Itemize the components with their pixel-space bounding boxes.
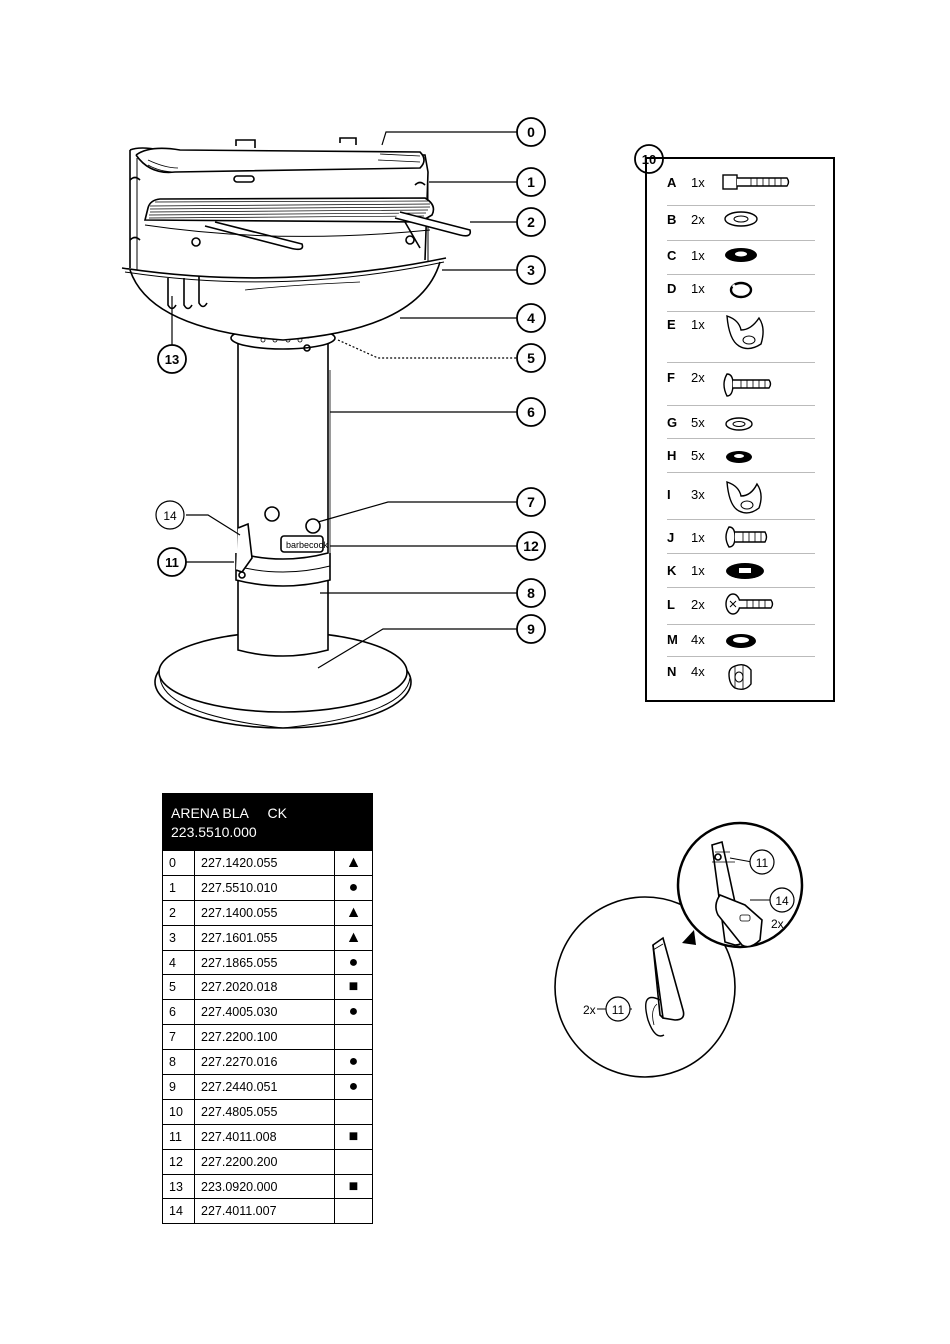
hardware-row-k <box>667 555 817 585</box>
callout-7 <box>517 488 545 516</box>
table-row <box>163 875 372 900</box>
svg-text:0: 0 <box>527 124 535 140</box>
part-symbol: ■ <box>348 1177 359 1195</box>
part-code: 227.2270.016 <box>195 1050 335 1074</box>
table-row <box>163 1099 372 1124</box>
hardware-qty: 1x <box>691 562 705 578</box>
callout-3 <box>517 256 545 284</box>
svg-text:4: 4 <box>527 310 535 326</box>
part-symbol: ▲ <box>345 853 362 871</box>
table-row <box>163 1074 372 1099</box>
hardware-qty: 5x <box>691 414 705 430</box>
table-row <box>163 950 372 975</box>
part-position: 11 <box>163 1125 195 1149</box>
part-position: 0 <box>163 851 195 875</box>
table-row <box>163 925 372 950</box>
part-position: 6 <box>163 1000 195 1024</box>
part-position: 3 <box>163 926 195 950</box>
hardware-letter: I <box>667 486 671 502</box>
long-bolt-icon <box>721 169 791 195</box>
callout-12 <box>517 532 545 560</box>
hardware-row-l <box>667 589 817 619</box>
hardware-row-e <box>667 311 817 337</box>
callout-2 <box>517 208 545 236</box>
part-position: 7 <box>163 1025 195 1049</box>
part-symbol: ■ <box>348 978 359 996</box>
hardware-letter: G <box>667 414 678 430</box>
svg-text:1: 1 <box>527 174 535 190</box>
part-code: 227.2200.200 <box>195 1150 335 1174</box>
part-code: 227.1865.055 <box>195 951 335 975</box>
table-row <box>163 1124 372 1149</box>
hardware-row-c <box>667 240 817 270</box>
hardware-row-g <box>667 407 817 437</box>
part-symbol <box>335 1199 372 1223</box>
hardware-qty: 5x <box>691 447 705 463</box>
part-position: 9 <box>163 1075 195 1099</box>
hardware-letter: L <box>667 596 675 612</box>
hardware-row-f <box>667 362 817 392</box>
ring-washer-icon <box>721 626 791 652</box>
inset-qty: 2x <box>771 917 784 931</box>
hardware-row-n <box>667 656 817 686</box>
hardware-letter: D <box>667 280 677 296</box>
inset-label-11: 11 <box>755 856 769 870</box>
part-code: 223.0920.000 <box>195 1175 335 1199</box>
hardware-letter: B <box>667 211 677 227</box>
screw-icon <box>721 370 791 400</box>
part-position: 14 <box>163 1199 195 1223</box>
hardware-qty: 1x <box>691 529 705 545</box>
callout-4 <box>517 304 545 332</box>
part-position: 5 <box>163 975 195 999</box>
hardware-qty: 4x <box>691 663 705 679</box>
part-code: 227.2020.018 <box>195 975 335 999</box>
part-position: 2 <box>163 901 195 925</box>
callout-14 <box>156 501 184 529</box>
table-row <box>163 1149 372 1174</box>
table-row <box>163 1198 372 1223</box>
part-code: 227.4805.055 <box>195 1100 335 1124</box>
square-hole-washer-icon <box>721 557 791 583</box>
callout-9 <box>517 615 545 643</box>
callout-6 <box>517 398 545 426</box>
part-code: 227.4005.030 <box>195 1000 335 1024</box>
hardware-letter: A <box>667 174 677 190</box>
hardware-bag-panel <box>645 157 835 702</box>
part-position: 10 <box>163 1100 195 1124</box>
hardware-qty: 1x <box>691 280 705 296</box>
hardware-qty: 4x <box>691 631 705 647</box>
part-position: 1 <box>163 876 195 900</box>
part-symbol: ● <box>348 953 359 971</box>
callouts <box>156 118 663 643</box>
part-symbol: ■ <box>348 1127 359 1145</box>
table-row <box>163 1174 372 1199</box>
hardware-letter: J <box>667 529 675 545</box>
hardware-row-b <box>667 204 817 234</box>
part-code: 227.2200.100 <box>195 1025 335 1049</box>
svg-text:3: 3 <box>527 262 535 278</box>
product-code: 223.5510.000 <box>171 824 257 840</box>
hardware-row-a <box>667 167 817 197</box>
table-row <box>163 999 372 1024</box>
hardware-qty: 1x <box>691 174 705 190</box>
svg-text:13: 13 <box>164 352 180 367</box>
hardware-row-j <box>667 522 817 552</box>
screw-icon <box>721 591 791 617</box>
part-symbol: ● <box>348 1053 359 1071</box>
table-row <box>163 1024 372 1049</box>
flat-washer-icon <box>721 206 791 232</box>
hardware-letter: N <box>667 663 677 679</box>
part-code: 227.1420.055 <box>195 851 335 875</box>
part-symbol: ● <box>348 1077 359 1095</box>
hardware-row-d <box>667 273 817 303</box>
svg-text:9: 9 <box>527 621 535 637</box>
product-name: ARENA BLA CK <box>171 805 287 821</box>
detail-label-11: 11 <box>611 1003 625 1017</box>
hardware-letter: C <box>667 247 677 263</box>
hardware-letter: E <box>667 316 676 332</box>
parts-list-header <box>163 794 372 850</box>
part-symbol <box>335 1100 372 1124</box>
hardware-row-m <box>667 624 817 654</box>
wing-nut-icon <box>721 310 791 356</box>
hardware-row-h <box>667 440 817 470</box>
brand-label: barbecook <box>286 540 329 550</box>
part-symbol: ● <box>348 1003 359 1021</box>
svg-text:8: 8 <box>527 585 535 601</box>
parts-list-table <box>162 793 373 1224</box>
svg-text:11: 11 <box>165 555 179 570</box>
small-washer-icon <box>721 409 791 435</box>
part-symbol <box>335 1025 372 1049</box>
part-code: 227.1601.055 <box>195 926 335 950</box>
callout-5 <box>517 344 545 372</box>
hardware-qty: 1x <box>691 247 705 263</box>
part-code: 227.4011.008 <box>195 1125 335 1149</box>
svg-text:12: 12 <box>523 538 539 554</box>
part-position: 4 <box>163 951 195 975</box>
svg-text:2: 2 <box>527 214 535 230</box>
svg-text:10: 10 <box>641 152 657 167</box>
svg-text:6: 6 <box>527 404 535 420</box>
svg-text:7: 7 <box>527 494 535 510</box>
part-position: 8 <box>163 1050 195 1074</box>
inset-label-14: 14 <box>775 894 789 908</box>
handle-detail <box>555 823 802 1077</box>
part-position: 13 <box>163 1175 195 1199</box>
part-symbol: ▲ <box>345 903 362 921</box>
callout-13 <box>158 345 186 373</box>
cap-nut-icon <box>721 660 791 694</box>
short-bolt-icon <box>721 524 791 550</box>
table-row <box>163 974 372 999</box>
hardware-qty: 2x <box>691 596 705 612</box>
table-row <box>163 850 372 875</box>
bbq-illustration <box>122 138 470 728</box>
hardware-row-i <box>667 484 817 504</box>
rubber-washer-icon <box>721 242 791 268</box>
hardware-letter: F <box>667 369 675 385</box>
part-symbol: ● <box>348 878 359 896</box>
hardware-qty: 1x <box>691 316 705 332</box>
table-row <box>163 1049 372 1074</box>
part-symbol <box>335 1150 372 1174</box>
detail-qty: 2x <box>583 1003 596 1017</box>
callout-8 <box>517 579 545 607</box>
part-code: 227.5510.010 <box>195 876 335 900</box>
wing-nut-icon <box>721 478 791 520</box>
hardware-letter: M <box>667 631 678 647</box>
part-code: 227.4011.007 <box>195 1199 335 1223</box>
svg-text:5: 5 <box>527 350 535 366</box>
hardware-letter: K <box>667 562 677 578</box>
hardware-qty: 2x <box>691 369 705 385</box>
hardware-letter: H <box>667 447 677 463</box>
table-row <box>163 900 372 925</box>
hardware-qty: 3x <box>691 486 705 502</box>
callout-1 <box>517 168 545 196</box>
callout-0 <box>517 118 545 146</box>
callout-11 <box>158 548 186 576</box>
part-code: 227.2440.051 <box>195 1075 335 1099</box>
svg-text:14: 14 <box>163 509 177 523</box>
small-rubber-washer-icon <box>721 442 791 468</box>
spring-washer-icon <box>721 275 791 301</box>
part-symbol: ▲ <box>345 928 362 946</box>
part-position: 12 <box>163 1150 195 1174</box>
hardware-qty: 2x <box>691 211 705 227</box>
part-code: 227.1400.055 <box>195 901 335 925</box>
